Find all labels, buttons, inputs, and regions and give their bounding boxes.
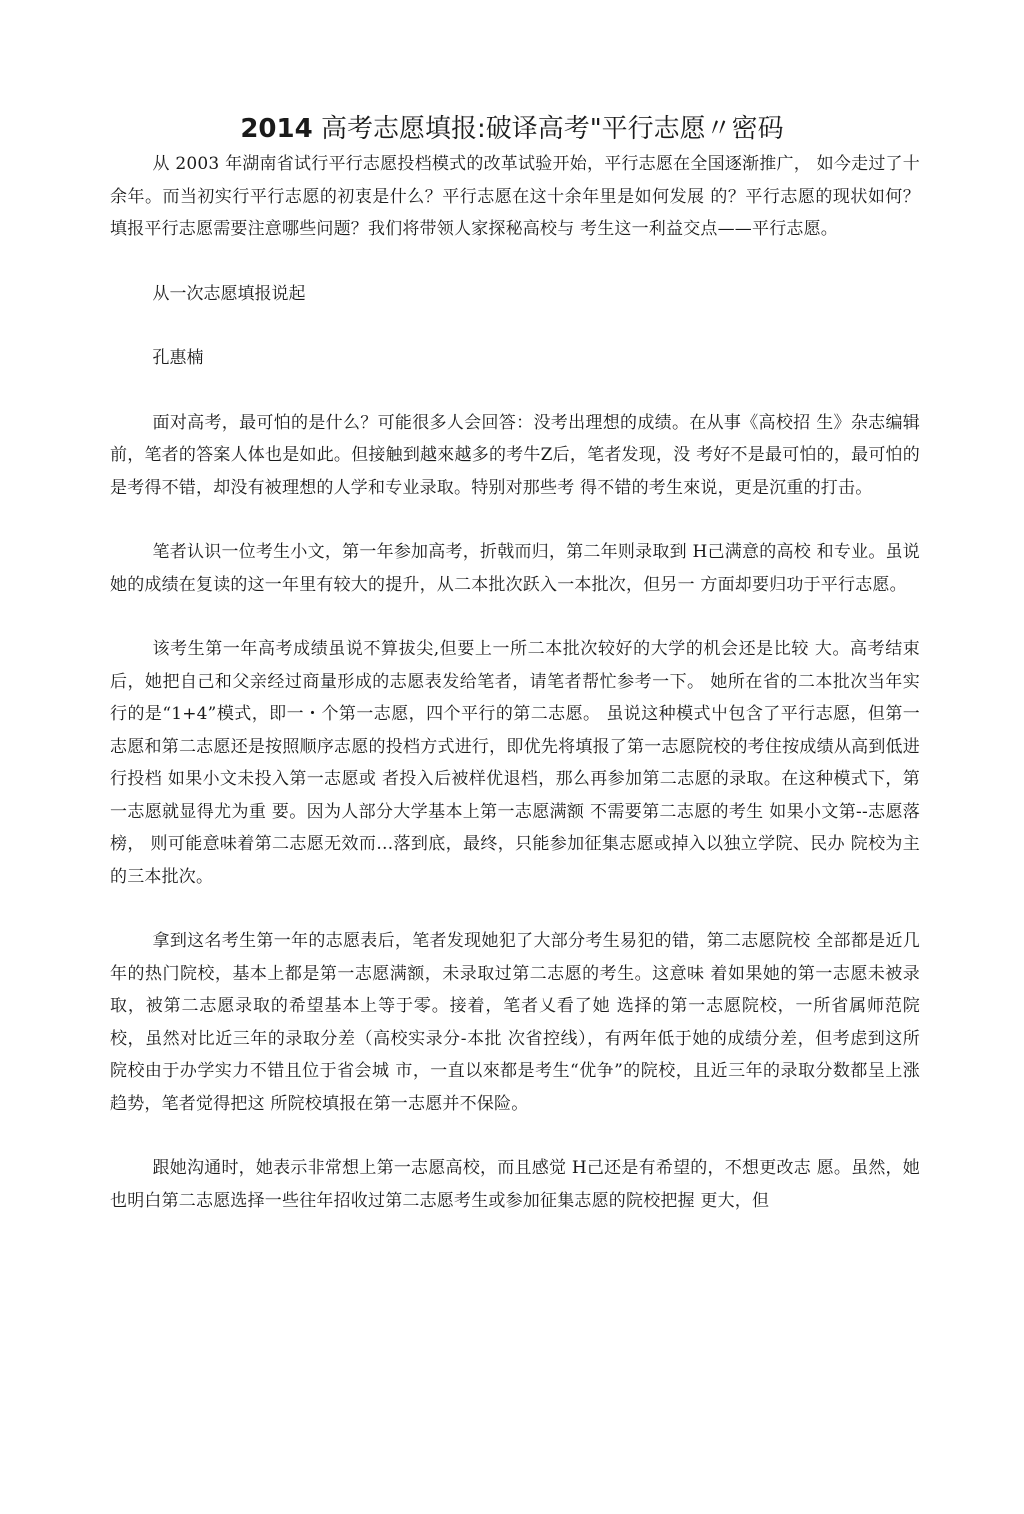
document-body (110, 148, 920, 1217)
intro-paragraph: 从 2003 年湖南省试行平行志愿投档模式的改革试验开始，平行志愿在全国逐渐推广， 如今走过了十余年。而当初实行平行志愿的初衷是什么？平行志愿在这十余年里是如何发展 的？平行志愿的现状如何？填报平行志愿需要注意哪些问题？我们将带领人家探秘高校与 考生这一利益交点——平行志愿。 (110, 154, 920, 239)
body-paragraph: 该考生第一年高考成绩虽说不算拔尖,但要上一所二本批次较好的大学的机会还是比较 大。高考结束后，她把自己和父亲经过商量形成的志愿表发给笔者，请笔者帮忙参考一下。 她所在省的二本批次当年实行的是“1+4”模式，即一・个第一志愿，四个平行的第二志愿。 虽说这种模式屮包含了平行志愿，但第一志愿和第二志愿还是按照顺序志愿的投档方式进行，即优先将填报了第一志愿院校的考住按成绩从高到低进行投档 如果小文未投入第一志愿或 者投入后被样优退档，那么再参加第二志愿的录取。在这种模式下，第一志愿就显得尤为重 要。因为人部分大学基本上第一志愿满额 不需要第二志愿的考生 如果小文第--志愿落榜， 则可能意味着第二志愿无效而…落到底，最终，只能参加征集志愿或掉入以独立学院、民办 院校为主的三本批次。 (110, 639, 920, 887)
body-paragraph: 面对高考，最可怕的是什么？可能很多人会回答：没考出理想的成绩。在从事《高校招 生》杂志编辑前，笔者的答案人体也是如此。但接触到越來越多的考牛Z后，笔者发现，没 考好不是最可怕的，最可怕的是考得不错，却没有被理想的人学和专业录取。特别对那些考 得不错的考生來说，更是沉重的打击。 (110, 412, 920, 498)
title-text: 高考志愿填报:破译高考"平行志愿〃密码 (320, 114, 784, 145)
document-title (0, 109, 1024, 149)
body-paragraph: 跟她沟通时，她表示非常想上第一志愿高校，而且感觉 H己还是有希望的，不想更改志 愿。虽然，她也明白第二志愿选择一些往年招收过第二志愿考生或参加征集志愿的院校把握 更大，但 (110, 1158, 920, 1211)
section-heading: 从一次志愿填报说起 (152, 283, 306, 304)
body-paragraph: 拿到这名考生第一年的志愿表后，笔者发现她犯了大部分考生易犯的错，第二志愿院校 全部都是近几年的热门院校，基本上都是第一志愿满额，未录取过第二志愿的考生。这意味 着如果她的第一志愿未被录取，被第二志愿录取的希望基本上等于零。接着，笔者乂看了她 选择的第一志愿院校，一所省属师范院校，虽然对比近三年的录取分差（高校实录分-本批 次省控线），有两年低于她的成绩分差，但考虑到这所院校由于办学实力不错且位于省会城 市，一直以來都是考生“优争”的院校，且近三年的录取分数都呈上涨趋势，笔者觉得把这 所院校填报在第一志愿并不保险。 (110, 931, 920, 1114)
author-name: 孔惠楠 (152, 348, 204, 368)
body-paragraph: 笔者认识一位考生小文，第一年参加高考，折戟而归，第二年则录取到 H己满意的高校 和专业。虽说她的成绩在复读的这一年里有较大的提升，从二本批次跃入一本批次，但另一 方面却要归功于平行志愿。 (110, 542, 920, 595)
title-year: 2014 (240, 114, 313, 145)
